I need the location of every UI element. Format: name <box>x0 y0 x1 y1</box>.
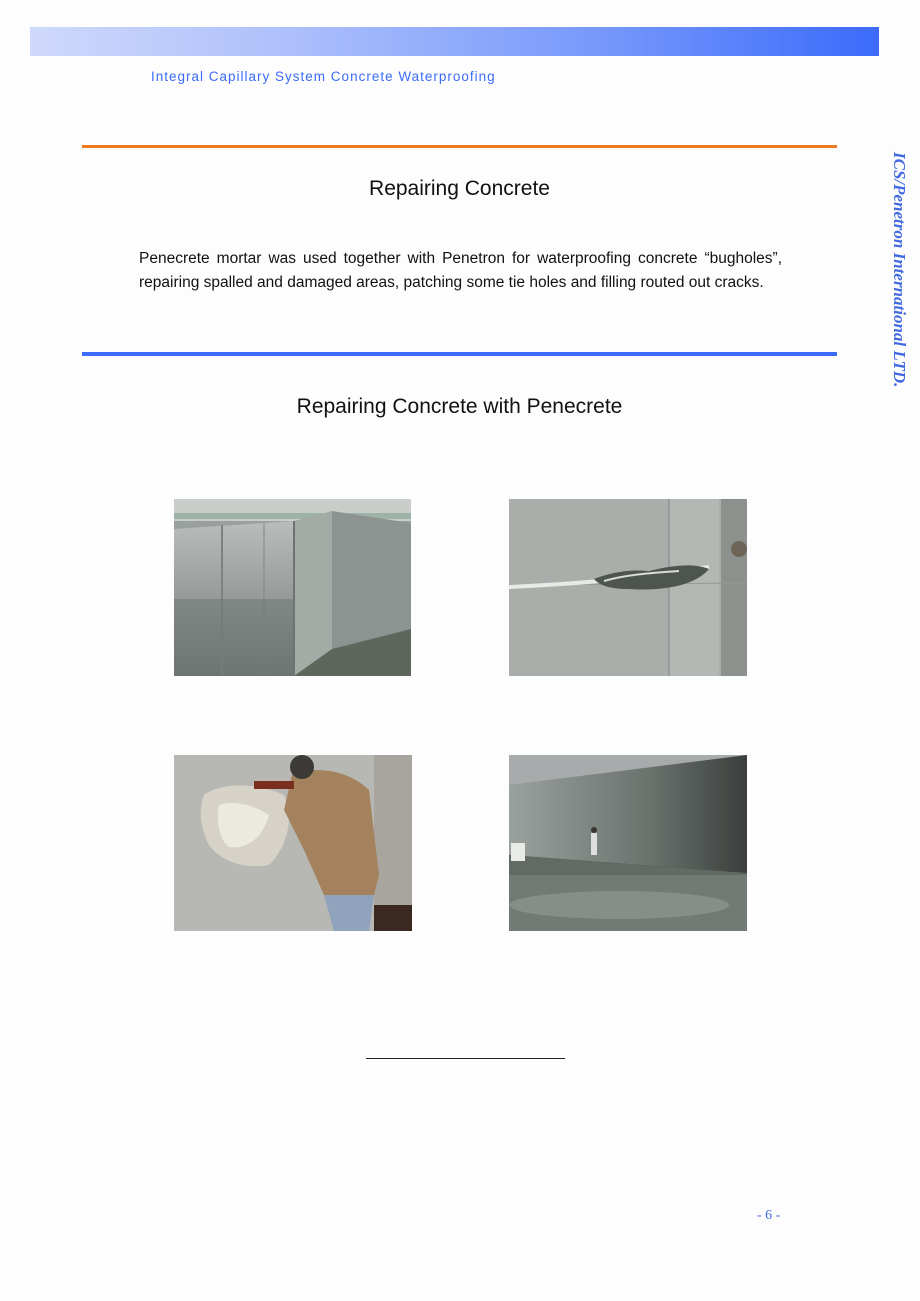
photo-flooded-tank-interior <box>509 755 747 931</box>
footer-line <box>366 1058 565 1059</box>
page-number: - 6 - <box>757 1208 781 1223</box>
section-title-repairing-concrete: Repairing Concrete <box>369 177 550 200</box>
section-body-text: Penecrete mortar was used together with Penetron for waterproofing concrete “bugholes”, repairing spalled and damaged areas, patching some tie holes and filling routed out cracks. <box>139 250 782 291</box>
photo-concrete-crack <box>509 499 747 676</box>
header-bar <box>30 27 879 56</box>
blue-divider <box>82 352 837 356</box>
side-company-name: ICS/Penetron International LTD. <box>890 152 909 388</box>
section-title-repairing-with-penecrete: Repairing Concrete with Penecrete <box>296 395 623 418</box>
photo-concrete-tank-walls <box>174 499 411 676</box>
photo-worker-chipping-concrete <box>174 755 412 931</box>
orange-divider <box>82 145 837 148</box>
header-subtitle: Integral Capillary System Concrete Waterproofing <box>151 69 496 84</box>
